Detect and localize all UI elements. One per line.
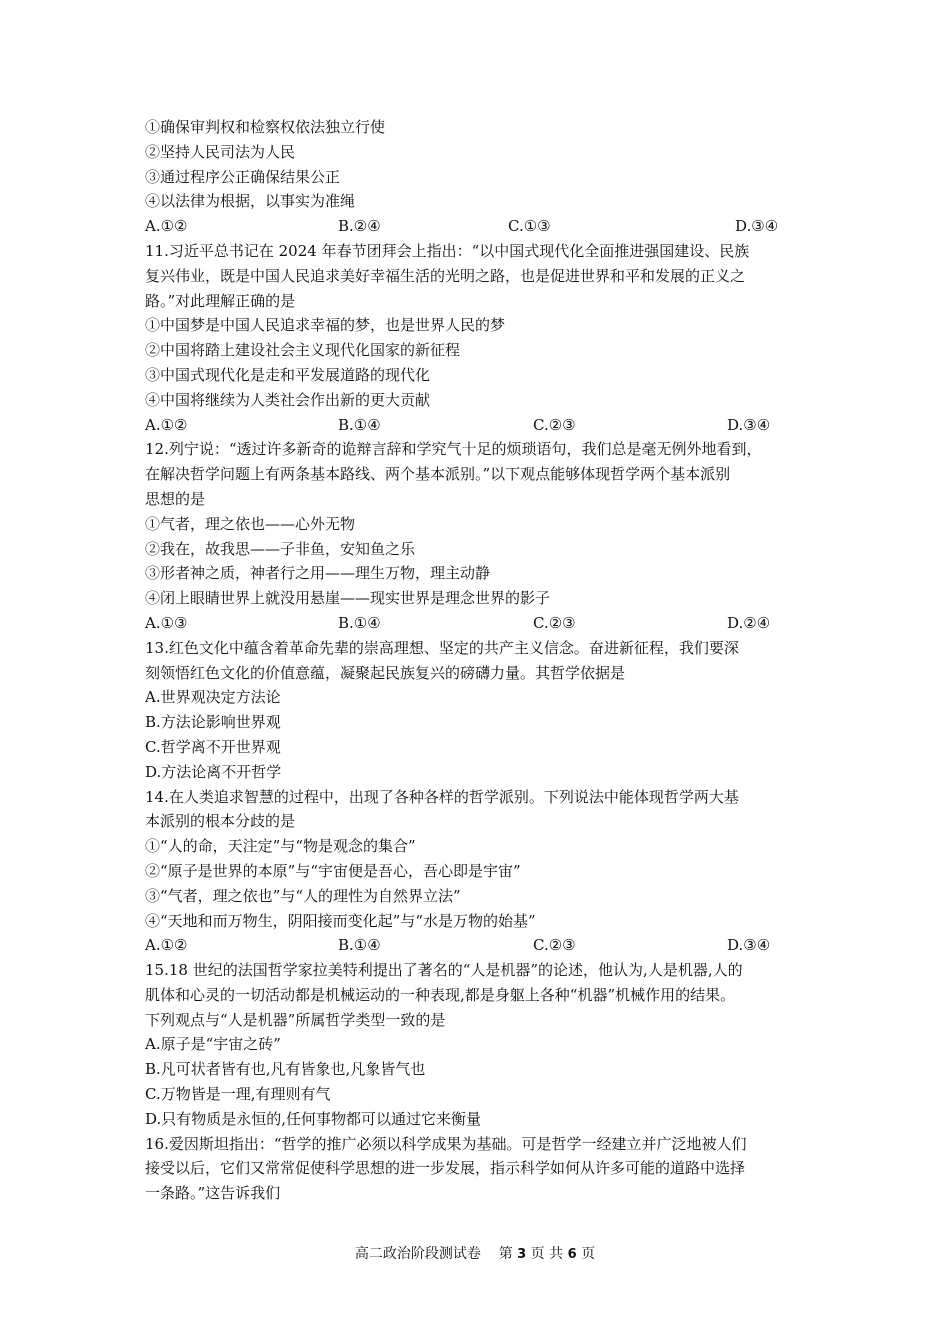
q12-option-b: B.①④: [338, 613, 381, 632]
q10-option-c: C.①③: [508, 217, 551, 236]
q14-item-4: ④“天地和而万物生，阴阳接而变化起”与“水是万物的始基”: [145, 911, 536, 930]
q14-item-2: ②“原子是世界的本原”与“宇宙便是吾心，吾心即是宇宙”: [145, 861, 521, 880]
q12-stem-line-1: 12.列宁说：“透过许多新奇的诡辩言辞和学究气十足的烦琐语句，我们总是毫无例外地看到，: [145, 440, 762, 459]
q12-item-1: ①气者，理之依也——心外无物: [145, 514, 356, 533]
q12-option-a: A.①③: [145, 613, 188, 632]
q13-stem-line-1: 13.红色文化中蕴含着革命先辈的崇高理想、坚定的共产主义信念。奋进新征程，我们要深: [145, 638, 739, 657]
page-suffix: 页: [581, 1246, 596, 1262]
q15-stem-line-2: 肌体和心灵的一切活动都是机械运动的一种表现,都是身躯上各种“机器”机械作用的结果。: [145, 985, 736, 1004]
q15-choice-b: B.凡可状者皆有也,凡有皆象也,凡象皆气也: [145, 1060, 426, 1079]
q14-option-a: A.①②: [145, 936, 188, 955]
q11-item-3: ③中国式现代化是走和平发展道路的现代化: [145, 365, 431, 384]
q11-option-c: C.②③: [533, 415, 576, 434]
q11-options: [145, 413, 810, 438]
q14-stem-line-2: 本派别的根本分歧的是: [145, 812, 296, 831]
q14-option-b: B.①④: [338, 936, 381, 955]
q12-item-4: ④闭上眼睛世界上就没用悬崖——现实世界是理念世界的影子: [145, 589, 551, 608]
q11-stem-line-2: 复兴伟业，既是中国人民追求美好幸福生活的光明之路，也是促进世界和平和发展的正义之: [145, 266, 746, 285]
q16-stem-line-2: 接受以后，它们又常常促使科学思想的进一步发展，指示科学如何从许多可能的道路中选择: [145, 1159, 746, 1178]
q10-item-1: ①确保审判权和检察权依法独立行使: [145, 118, 386, 136]
q10-option-d: D.③④: [735, 217, 779, 236]
q15-choice-a: A.原子是“宇宙之砖”: [145, 1035, 281, 1054]
q11-item-1: ①中国梦是中国人民追求幸福的梦，也是世界人民的梦: [145, 316, 506, 335]
q13-choice-d: D.方法论离不开哲学: [145, 762, 282, 781]
q16-stem-line-1: 16.爱因斯坦指出：“哲学的推广必须以科学成果为基础。可是哲学一经建立并广泛地被人们: [145, 1134, 747, 1153]
q13-choice-a: A.世界观决定方法论: [145, 688, 281, 707]
page-current: 3: [517, 1247, 527, 1262]
q10-item-4: ④以法律为根据，以事实为准绳: [145, 192, 356, 211]
q12-option-c: C.②③: [533, 613, 576, 632]
q14-item-1: ①“人的命，天注定”与“物是观念的集合”: [145, 837, 416, 856]
q13-stem-line-2: 刻领悟红色文化的价值意蕴，凝聚起民族复兴的磅礴力量。其哲学依据是: [145, 663, 626, 682]
page-prefix: 第: [498, 1246, 513, 1262]
q15-choice-d: D.只有物质是永恒的,任何事物都可以通过它来衡量: [145, 1109, 482, 1128]
q11-item-4: ④中国将继续为人类社会作出新的更大贡献: [145, 390, 431, 409]
q14-option-c: C.②③: [533, 936, 576, 955]
q11-option-d: D.③④: [727, 415, 771, 434]
q11-stem-line-1: 11.习近平总书记在 2024 年春节团拜会上指出：“以中国式现代化全面推进强国建设、民族: [145, 241, 750, 260]
q10-item-3: ③通过程序公正确保结果公正: [145, 167, 341, 186]
q10-options: [145, 214, 810, 239]
q16-stem-line-3: 一条路。”这告诉我们: [145, 1184, 281, 1203]
exam-title: 高二政治阶段测试卷: [354, 1246, 481, 1262]
q12-stem-line-2: 在解决哲学问题上有两条基本路线、两个基本派别。”以下观点能够体现哲学两个基本派别: [145, 465, 731, 484]
q14-option-d: D.③④: [727, 936, 771, 955]
page-total: 6: [567, 1247, 577, 1262]
q15-stem-line-1: 15.18 世纪的法国哲学家拉美特利提出了著名的“人是机器”的论述，他认为,人是机器,人的: [145, 961, 743, 980]
page-mid: 页 共: [530, 1246, 564, 1262]
q12-option-d: D.②④: [727, 613, 771, 632]
q14-options: [145, 933, 810, 958]
q13-choice-c: C.哲学离不开世界观: [145, 737, 281, 756]
exam-page: [145, 115, 810, 1206]
q15-stem-line-3: 下列观点与“人是机器”所属哲学类型一致的是: [145, 1010, 446, 1029]
q11-item-2: ②中国将踏上建设社会主义现代化国家的新征程: [145, 341, 461, 360]
q12-item-2: ②我在，故我思——子非鱼，安知鱼之乐: [145, 539, 416, 558]
q11-option-b: B.①④: [338, 415, 381, 434]
q12-stem-line-3: 思想的是: [145, 489, 206, 508]
q13-choice-b: B.方法论影响世界观: [145, 713, 281, 732]
q15-choice-c: C.万物皆是一理,有理则有气: [145, 1085, 331, 1104]
q12-options: [145, 611, 810, 636]
q10-option-b: B.②④: [338, 217, 381, 236]
q12-item-3: ③形者神之质，神者行之用——理生万物，理主动静: [145, 564, 491, 583]
q11-stem-line-3: 路。”对此理解正确的是: [145, 291, 296, 310]
q14-item-3: ③“气者，理之依也”与“人的理性为自然界立法”: [145, 886, 461, 905]
q14-stem-line-1: 14.在人类追求智慧的过程中，出现了各种各样的哲学派别。下列说法中能体现哲学两大基: [145, 787, 739, 806]
q10-item-2: ②坚持人民司法为人民: [145, 142, 296, 161]
q10-option-a: A.①②: [145, 217, 188, 236]
page-footer: [0, 1244, 950, 1265]
q11-option-a: A.①②: [145, 415, 188, 434]
